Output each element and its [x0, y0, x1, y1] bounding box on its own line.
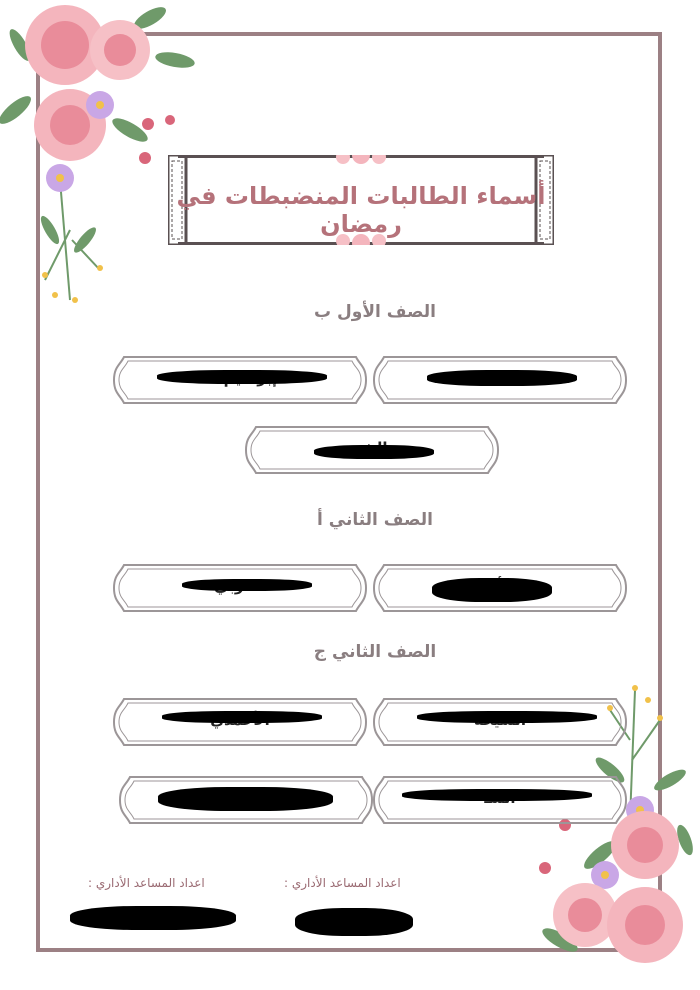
- student-name-box: [372, 563, 628, 613]
- footer-label-right: اعداد المساعد الأداري :: [284, 876, 401, 890]
- redaction-mark: [314, 445, 434, 459]
- redaction-mark: [157, 370, 327, 384]
- student-name-box: [112, 355, 368, 405]
- redaction-mark: [417, 711, 597, 723]
- footer-label-left: اعداد المساعد الأداري :: [88, 876, 205, 890]
- redaction-mark: [162, 711, 322, 723]
- section-heading-1: الصف الأول ب: [314, 302, 436, 322]
- student-name-box: [372, 697, 628, 747]
- redaction-mark: [182, 579, 312, 591]
- student-name-box: [372, 355, 628, 405]
- redaction-mark: [158, 787, 333, 811]
- title-frame: [168, 155, 554, 245]
- signature-redaction-left: [70, 906, 236, 930]
- student-name-box: [372, 775, 628, 825]
- section-heading-2: الصف الثاني أ: [317, 510, 433, 530]
- redaction-mark: [402, 789, 592, 801]
- redaction-mark: [432, 578, 552, 602]
- student-name-box: [112, 563, 368, 613]
- student-name-box: [244, 425, 500, 475]
- student-name-box: [112, 697, 368, 747]
- section-heading-3: الصف الثاني ج: [313, 642, 437, 662]
- redaction-mark: [427, 370, 577, 386]
- page-title: أسماء الطالبات المنضبطات في رمضان: [176, 182, 546, 238]
- student-name-box: [118, 775, 374, 825]
- signature-redaction-right: [295, 908, 413, 936]
